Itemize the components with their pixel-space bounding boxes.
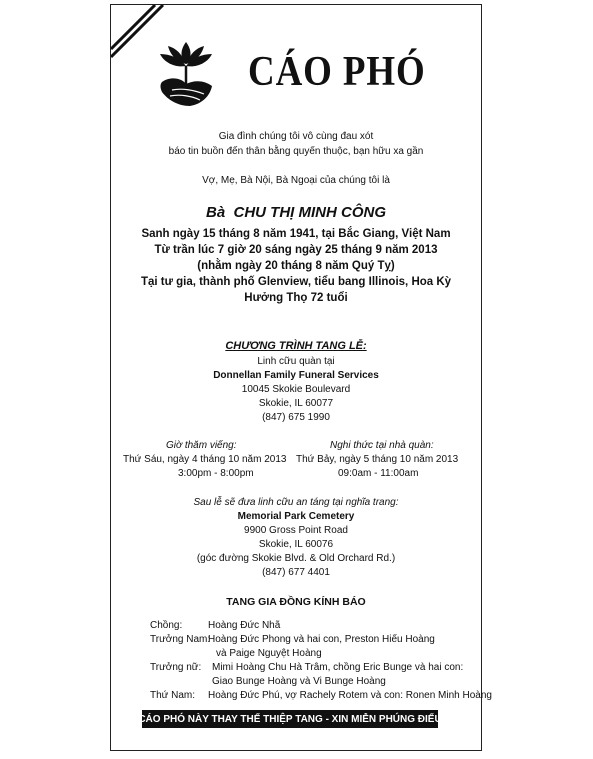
intro-line-3: Vợ, Mẹ, Bà Nội, Bà Ngoại của chúng tôi là	[202, 175, 390, 186]
second-son-text: Hoàng Đức Phú, vợ Rachely Rotem và con: Ronen Minh Hoàng	[208, 690, 492, 701]
eldest-son-line-1: Hoàng Đức Phong và hai con, Preston Hiếu Hoàng	[208, 634, 435, 645]
rites-date: Thứ Bảy, ngày 5 tháng 10 năm 2013	[296, 454, 459, 465]
name-text: CHU THỊ MINH CÔNG	[233, 204, 387, 221]
lotus-hand-icon	[152, 36, 220, 110]
visiting-time: 3:00pm - 8:00pm	[178, 468, 254, 479]
eldest-son-label: Trưởng Nam:	[150, 634, 211, 645]
footer-text: CÁO PHÓ NÀY THAY THẾ THIỆP TANG - XIN MIỄN PHÚNG ĐIẾU	[138, 713, 442, 725]
obituary-title: CÁO PHÓ	[248, 49, 426, 95]
venue-phone: (847) 675 1990	[262, 412, 330, 423]
second-son-label: Thứ Nam:	[150, 690, 196, 701]
intro-line-2: báo tin buồn đến thân bằng quyến thuộc, bạn hữu xa gần	[168, 146, 424, 157]
death-info: Từ trần lúc 7 giờ 20 sáng ngày 25 tháng 9 năm 2013	[154, 244, 438, 256]
footer-banner	[138, 710, 442, 728]
cemetery-corner: (góc đường Skokie Blvd. & Old Orchard Rd.)	[196, 553, 396, 564]
cemetery-city: Skokie, IL 60076	[258, 539, 334, 550]
eldest-son-line-2: và Paige Nguyệt Hoàng	[216, 648, 322, 659]
venue-name: Donnellan Family Funeral Services	[213, 370, 379, 381]
eldest-daughter-line-2: Giao Bunge Hoàng và Vi Bunge Hoàng	[212, 676, 386, 687]
eldest-daughter-label: Trưởng nữ:	[150, 662, 202, 673]
lunar-date: (nhằm ngày 20 tháng 8 năm Quý Tỵ)	[197, 260, 395, 272]
rites-label: Nghi thức tại nhà quàn:	[330, 440, 434, 451]
venue-address: 10045 Skokie Boulevard	[241, 384, 351, 395]
husband-name: Hoàng Đức Nhã	[208, 620, 281, 631]
birth-info: Sanh ngày 15 tháng 8 năm 1941, tại Bắc Giang, Việt Nam	[141, 228, 451, 240]
age-info: Hưởng Thọ 72 tuổi	[244, 292, 348, 304]
cemetery-name: Memorial Park Cemetery	[237, 511, 355, 522]
rites-time: 09:0am - 11:00am	[338, 468, 419, 479]
program-heading: CHƯƠNG TRÌNH TANG LỄ:	[225, 340, 367, 352]
family-heading: TANG GIA ĐỒNG KÍNH BÁO	[226, 596, 366, 608]
name-prefix: Bà	[205, 204, 226, 221]
deceased-name	[110, 204, 482, 221]
husband-label: Chồng:	[150, 620, 183, 631]
visiting-date: Thứ Sáu, ngày 4 tháng 10 năm 2013	[123, 454, 287, 465]
cemetery-phone: (847) 677 4401	[262, 567, 330, 578]
cemetery-address: 9900 Gross Point Road	[244, 525, 348, 536]
burial-intro: Sau lễ sẽ đưa linh cữu an táng tại nghĩa trang:	[193, 497, 399, 508]
venue-intro: Linh cữu quàn tại	[257, 356, 335, 367]
visiting-label: Giờ thăm viếng:	[166, 440, 237, 451]
death-place: Tại tư gia, thành phố Glenview, tiểu bang Illinois, Hoa Kỳ	[140, 276, 452, 288]
venue-city: Skokie, IL 60077	[258, 398, 334, 409]
intro-line-1: Gia đình chúng tôi vô cùng đau xót	[218, 131, 374, 142]
eldest-daughter-line-1: Mimi Hoàng Chu Hà Trâm, chồng Eric Bunge và hai con:	[212, 662, 464, 673]
